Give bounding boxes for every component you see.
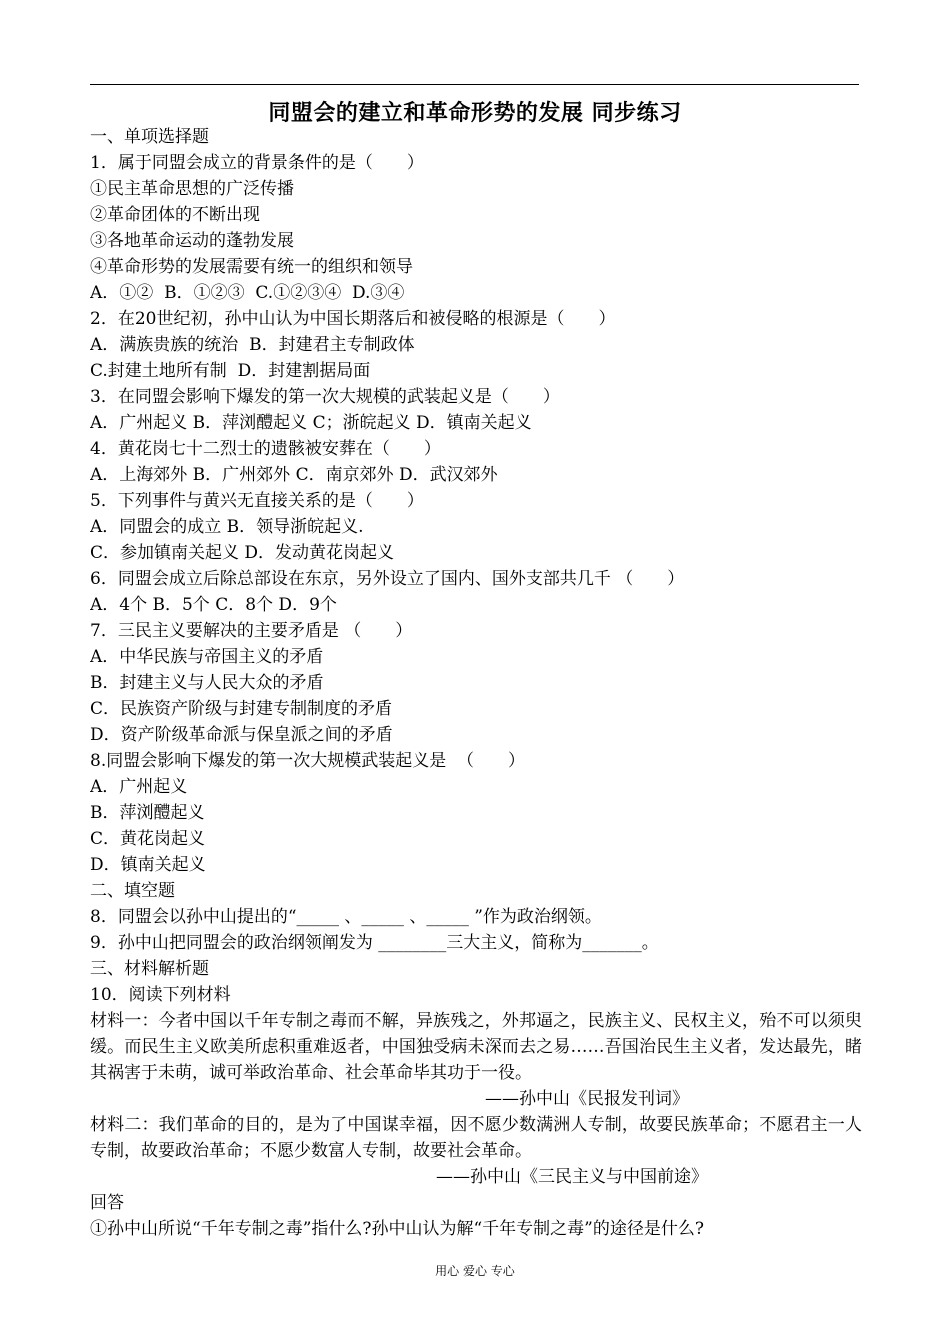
question-1-stem: 1．属于同盟会成立的背景条件的是（ ） bbox=[90, 153, 424, 173]
question-4-stem: 4．黄花岗七十二烈士的遗骸被安葬在（ ） bbox=[90, 439, 441, 459]
question-1-item: ③各地革命运动的蓬勃发展 bbox=[90, 231, 294, 251]
question-8-option: C．黄花岗起义 bbox=[90, 829, 206, 849]
material-one-text: 材料一：今者中国以千年专制之毒而不解，异族残之，外邦逼之，民族主义、民权主义，殆不可以须臾缓。而民生主义欧美所虑积重难返者，中国独受病未深而去之易……吾国治民生主义者，发达最先，睹其祸害于未萌，诚可举政治革命、社会革命毕其功于一役。 bbox=[90, 1011, 862, 1083]
question-3-options: A．广州起义 B．萍浏醴起义 C；浙皖起义 D．镇南关起义 bbox=[90, 413, 532, 433]
question-8-option: D．镇南关起义 bbox=[90, 855, 206, 875]
question-7-stem: 7．三民主义要解决的主要矛盾是 （ ） bbox=[90, 621, 413, 641]
material-one-source: ——孙中山《民报发刊词》 bbox=[485, 1089, 689, 1109]
fill-question-9: 9．孙中山把同盟会的政治纲领阐发为 ________三大主义，简称为_______。 bbox=[90, 933, 659, 953]
question-8-option: B．萍浏醴起义 bbox=[90, 803, 205, 823]
section-heading-choice: 一、单项选择题 bbox=[90, 127, 209, 147]
header-rule bbox=[90, 84, 859, 85]
question-1-options: A．①② B．①②③ C.①②③④ D.③④ bbox=[90, 283, 405, 303]
question-10-sub-1: ①孙中山所说“千年专制之毒”指什么?孙中山认为解“千年专制之毒”的途径是什么? bbox=[90, 1219, 704, 1239]
question-2-options: C.封建土地所有制 D．封建割据局面 bbox=[90, 361, 371, 381]
question-7-option: B．封建主义与人民大众的矛盾 bbox=[90, 673, 324, 693]
question-2-stem: 2．在20世纪初，孙中山认为中国长期落后和被侵略的根源是（ ） bbox=[90, 309, 616, 329]
question-1-item: ①民主革命思想的广泛传播 bbox=[90, 179, 294, 199]
page-title: 同盟会的建立和革命形势的发展 同步练习 bbox=[268, 101, 682, 126]
page-footer: 用心 爱心 专心 bbox=[435, 1264, 515, 1278]
section-heading-fill: 二、填空题 bbox=[90, 881, 175, 901]
question-8-stem: 8.同盟会影响下爆发的第一次大规模武装起义是 （ ） bbox=[90, 751, 526, 771]
question-8-option: A．广州起义 bbox=[90, 777, 188, 797]
question-5-options: A．同盟会的成立 B．领导浙皖起义. bbox=[90, 517, 364, 537]
question-2-options: A．满族贵族的统治 B．封建君主专制政体 bbox=[90, 335, 415, 355]
question-7-option: C．民族资产阶级与封建专制制度的矛盾 bbox=[90, 699, 393, 719]
question-7-option: A．中华民族与帝国主义的矛盾 bbox=[90, 647, 324, 667]
fill-question-8: 8．同盟会以孙中山提出的“_____ 、_____ 、_____ ”作为政治纲领。 bbox=[90, 907, 602, 927]
question-5-options: C．参加镇南关起义 D．发动黄花岗起义 bbox=[90, 543, 395, 563]
question-10-stem: 10．阅读下列材料 bbox=[90, 985, 231, 1005]
question-5-stem: 5．下列事件与黄兴无直接关系的是（ ） bbox=[90, 491, 424, 511]
material-two-text: 材料二：我们革命的目的，是为了中国谋幸福，因不愿少数满洲人专制，故要民族革命；不愿君主一人专制，故要政治革命；不愿少数富人专制，故要社会革命。 bbox=[90, 1115, 862, 1161]
section-heading-material: 三、材料解析题 bbox=[90, 959, 209, 979]
question-6-stem: 6．同盟会成立后除总部设在东京，另外设立了国内、国外支部共几千 （ ） bbox=[90, 569, 685, 589]
document-body bbox=[90, 124, 862, 1242]
question-4-options: A．上海郊外 B．广州郊外 C．南京郊外 D．武汉郊外 bbox=[90, 465, 498, 485]
question-1-item: ④革命形势的发展需要有统一的组织和领导 bbox=[90, 257, 413, 277]
question-3-stem: 3．在同盟会影响下爆发的第一次大规模的武装起义是（ ） bbox=[90, 387, 560, 407]
question-6-options: A．4个 B．5个 C．8个 D．9个 bbox=[90, 595, 337, 615]
question-1-item: ②革命团体的不断出现 bbox=[90, 205, 260, 225]
material-two-source: ——孙中山《三民主义与中国前途》 bbox=[436, 1167, 708, 1187]
question-7-option: D．资产阶级革命派与保皇派之间的矛盾 bbox=[90, 725, 393, 745]
answer-label: 回答 bbox=[90, 1193, 124, 1213]
